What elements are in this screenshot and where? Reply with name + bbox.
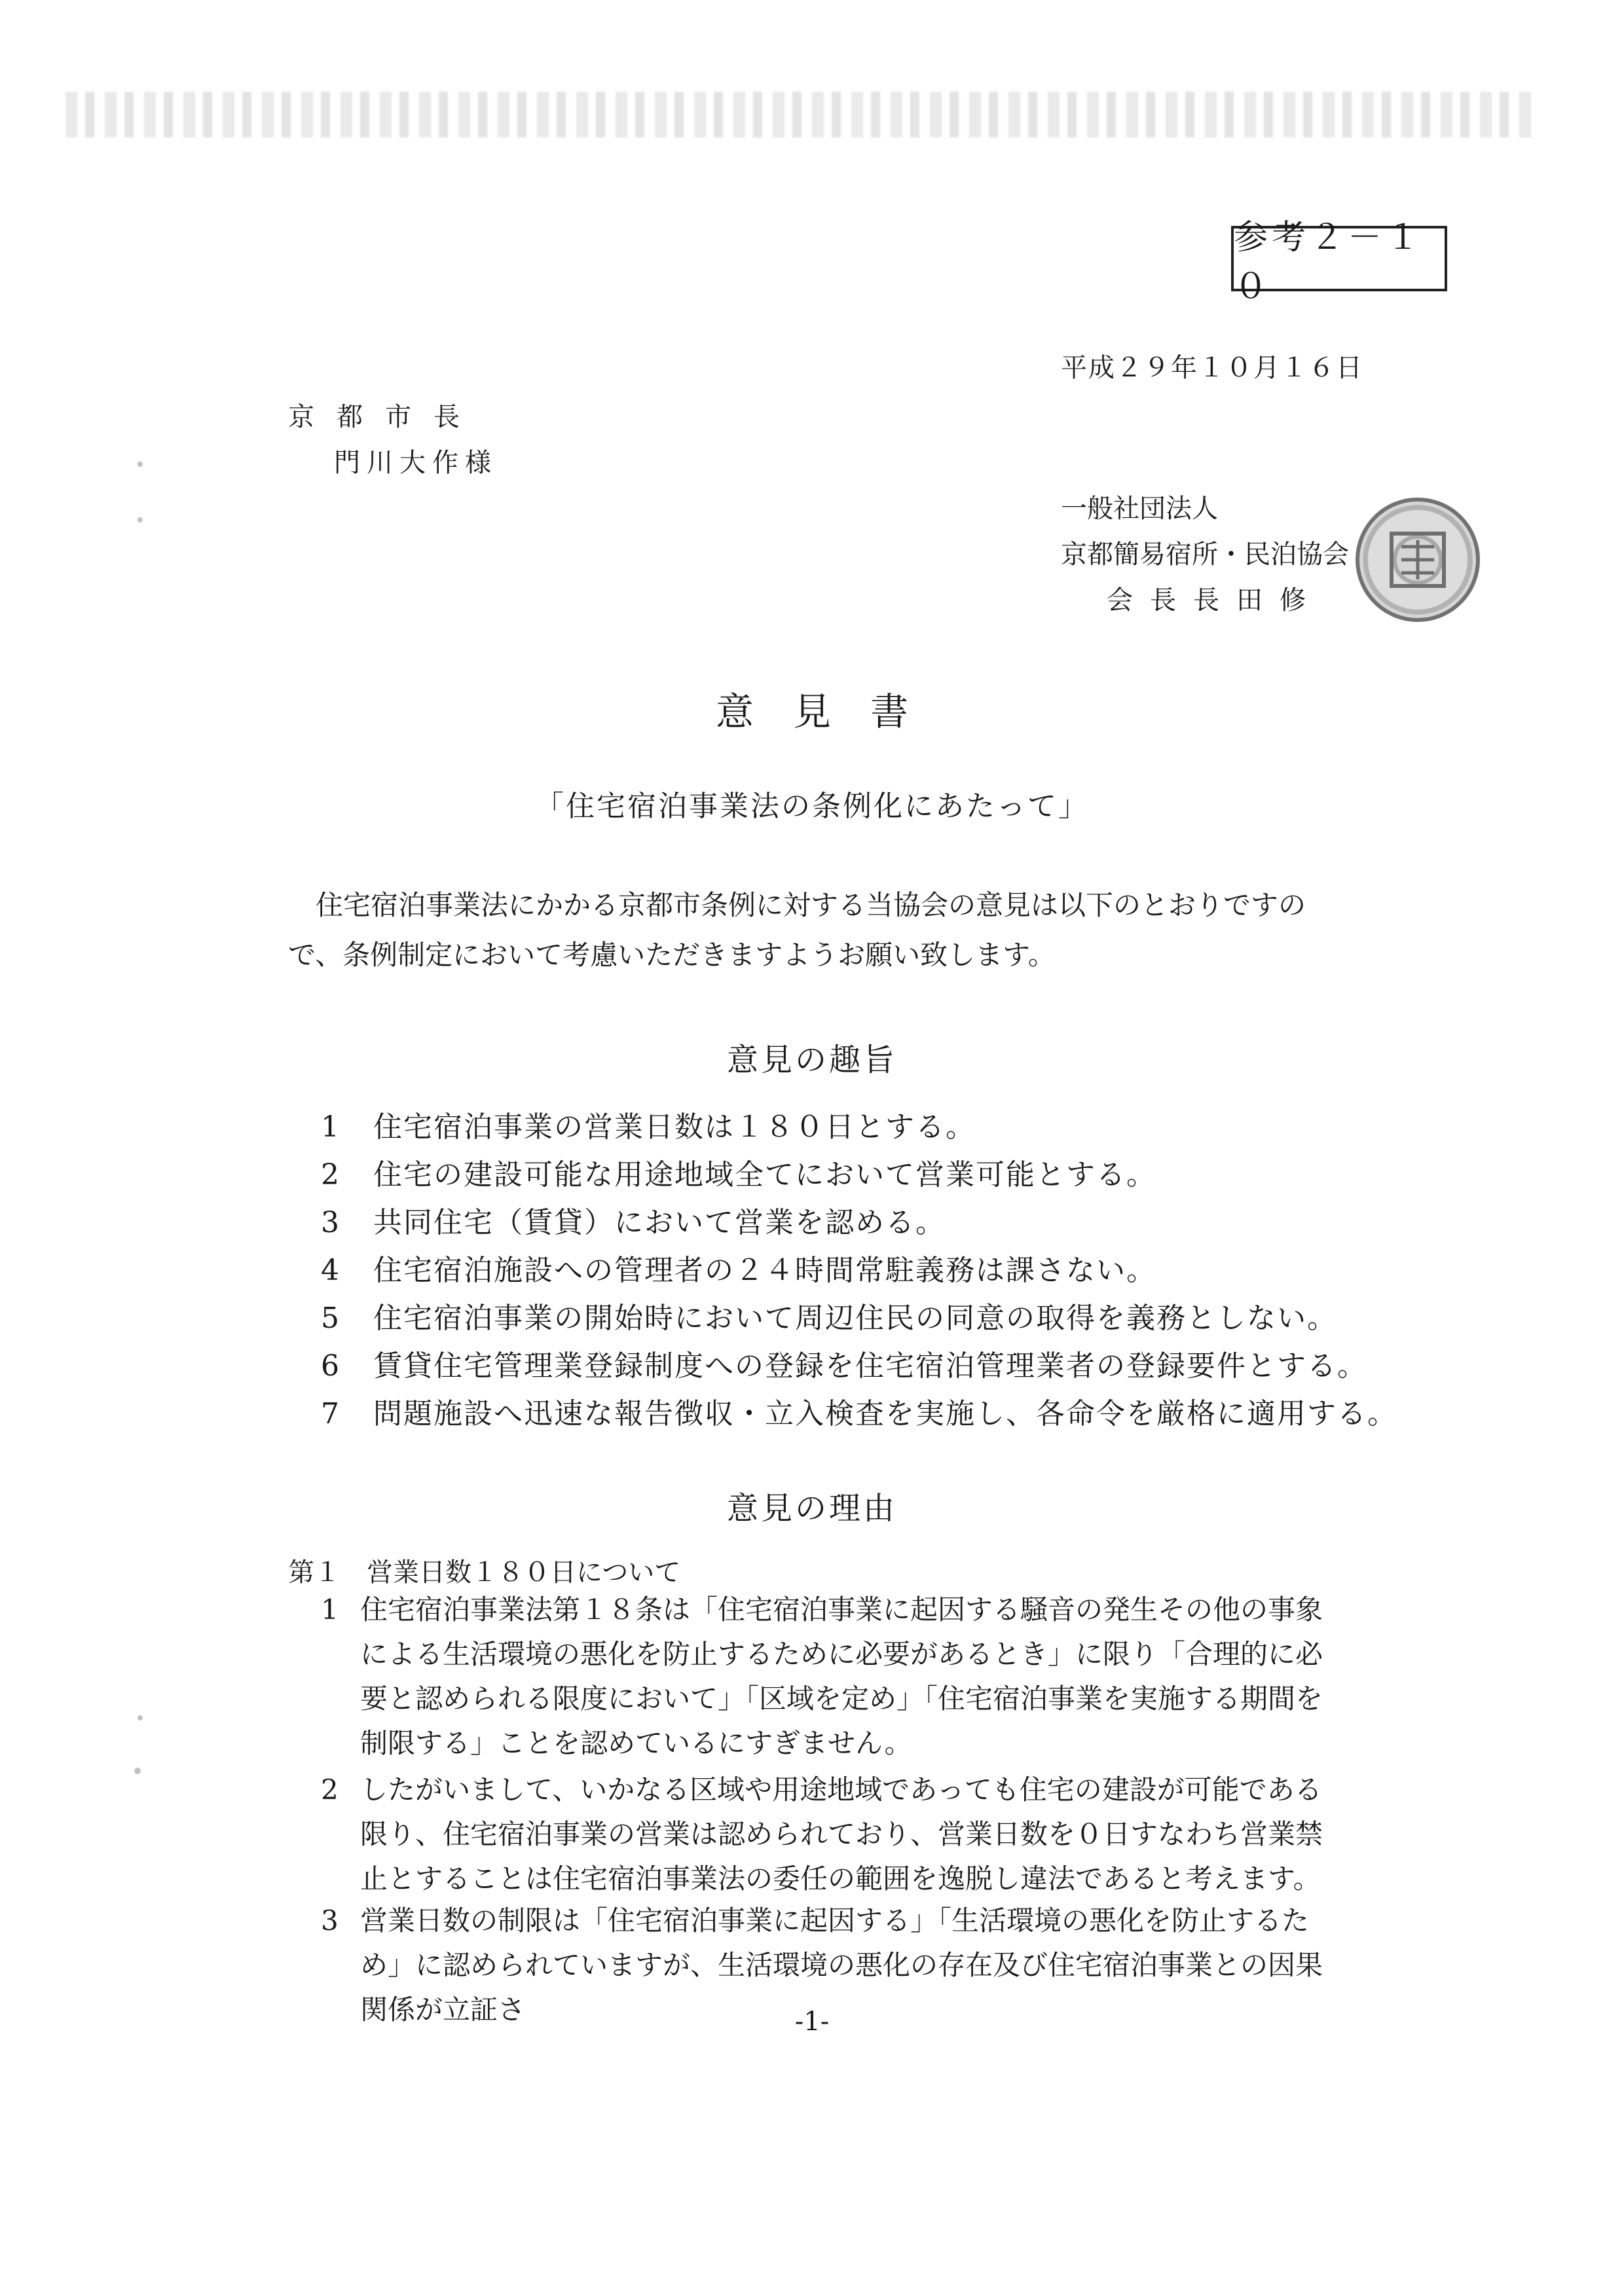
item-text: 住宅宿泊施設への管理者の２４時間常駐義務は課さない。 [373, 1254, 1156, 1287]
document-date: 平成２９年１０月１６日 [1061, 353, 1363, 383]
reference-label-box [1231, 218, 1447, 306]
paragraph-number: 1 [321, 1594, 339, 1626]
addressee-name: 門川大作様 [334, 448, 498, 478]
document-title: 意見書 [715, 689, 948, 734]
sender-org-name: 京都簡易宿所・民泊協会 [1061, 539, 1349, 570]
paragraph-text: 営業日数の制限は「住宅宿泊事業に起因する」「生活環境の悪化を防止するため」に認められていますが、生活環境の悪化の存在及び住宅宿泊事業との因果関係が立証さ [360, 1904, 1323, 2026]
item-text: 住宅宿泊事業の営業日数は１８０日とする。 [373, 1110, 976, 1144]
item-number: 7 [321, 1397, 341, 1430]
reason-paragraph [321, 1588, 1342, 1766]
paragraph-text: したがいまして、いかなる区域や用途地域であっても住宅の建設が可能である限り、住宅宿泊事業の営業は認められており、営業日数を０日すなわち営業禁止とすることは住宅宿泊事業法の委任の範囲を逸脱し違法であると考えます。 [360, 1774, 1323, 1895]
paragraph-text: 住宅宿泊事業法第１８条は「住宅宿泊事業に起因する騒音の発生その他の事象による生活環境の悪化を防止するために必要があるとき」に限り「合理的に必要と認められる限度において」「区域を定め」「住宅宿泊事業を実施する期間を制限する」ことを認めているにすぎません。 [360, 1594, 1323, 1759]
item-number: 3 [321, 1206, 341, 1239]
list-item [321, 1103, 1397, 1151]
list-item [321, 1390, 1397, 1438]
sender-org-type: 一般社団法人 [1061, 494, 1218, 524]
reference-label: 参考２－１０ [1234, 218, 1424, 306]
list-item [321, 1342, 1397, 1390]
reasons-heading: 意見の理由 [726, 1490, 897, 1527]
scan-speck [138, 462, 143, 467]
summary-heading: 意見の趣旨 [726, 1042, 897, 1078]
scan-artifact-header [65, 92, 1539, 137]
item-number: 2 [321, 1158, 341, 1192]
paragraph-number: 2 [321, 1774, 339, 1806]
document-subtitle: 「住宅宿泊事業法の条例化にあたって」 [535, 790, 1089, 823]
item-number: 6 [321, 1349, 341, 1383]
page-number: -1- [794, 2007, 830, 2037]
item-number: 5 [321, 1302, 341, 1335]
item-text: 共同住宅（賃貸）において営業を認める。 [373, 1206, 946, 1239]
item-text: 賃貸住宅管理業登録制度への登録を住宅宿泊管理業者の登録要件とする。 [373, 1349, 1367, 1383]
summary-list [321, 1103, 1397, 1438]
item-text: 住宅宿泊事業の開始時において周辺住民の同意の取得を義務としない。 [373, 1302, 1337, 1335]
paragraph-number: 3 [321, 1904, 339, 1937]
item-number: 1 [321, 1110, 341, 1144]
scan-speck [134, 1768, 141, 1774]
scan-speck [138, 1715, 143, 1721]
list-item [321, 1294, 1397, 1342]
item-text: 問題施設へ迅速な報告徴収・立入検査を実施し、各命令を厳格に適用する。 [373, 1397, 1397, 1430]
list-item [321, 1151, 1397, 1199]
reason-paragraph [321, 1768, 1342, 1901]
scan-speck [138, 517, 143, 522]
intro-paragraph: 住宅宿泊事業法にかかる京都市条例に対する当協会の意見は以下のとおりですので、条例制定において考慮いただきますようお願い致します。 [288, 889, 1306, 971]
item-text: 住宅の建設可能な用途地域全てにおいて営業可能とする。 [373, 1158, 1156, 1192]
seal-icon [1378, 520, 1457, 599]
official-seal-stamp [1356, 498, 1480, 622]
list-item [321, 1247, 1397, 1294]
reason-section-title: 第１ 営業日数１８０日について [288, 1558, 681, 1588]
item-number: 4 [321, 1254, 341, 1287]
sender-representative: 会長長田修 [1107, 585, 1323, 615]
addressee-title: 京都市長 [288, 402, 482, 432]
list-item [321, 1199, 1397, 1247]
